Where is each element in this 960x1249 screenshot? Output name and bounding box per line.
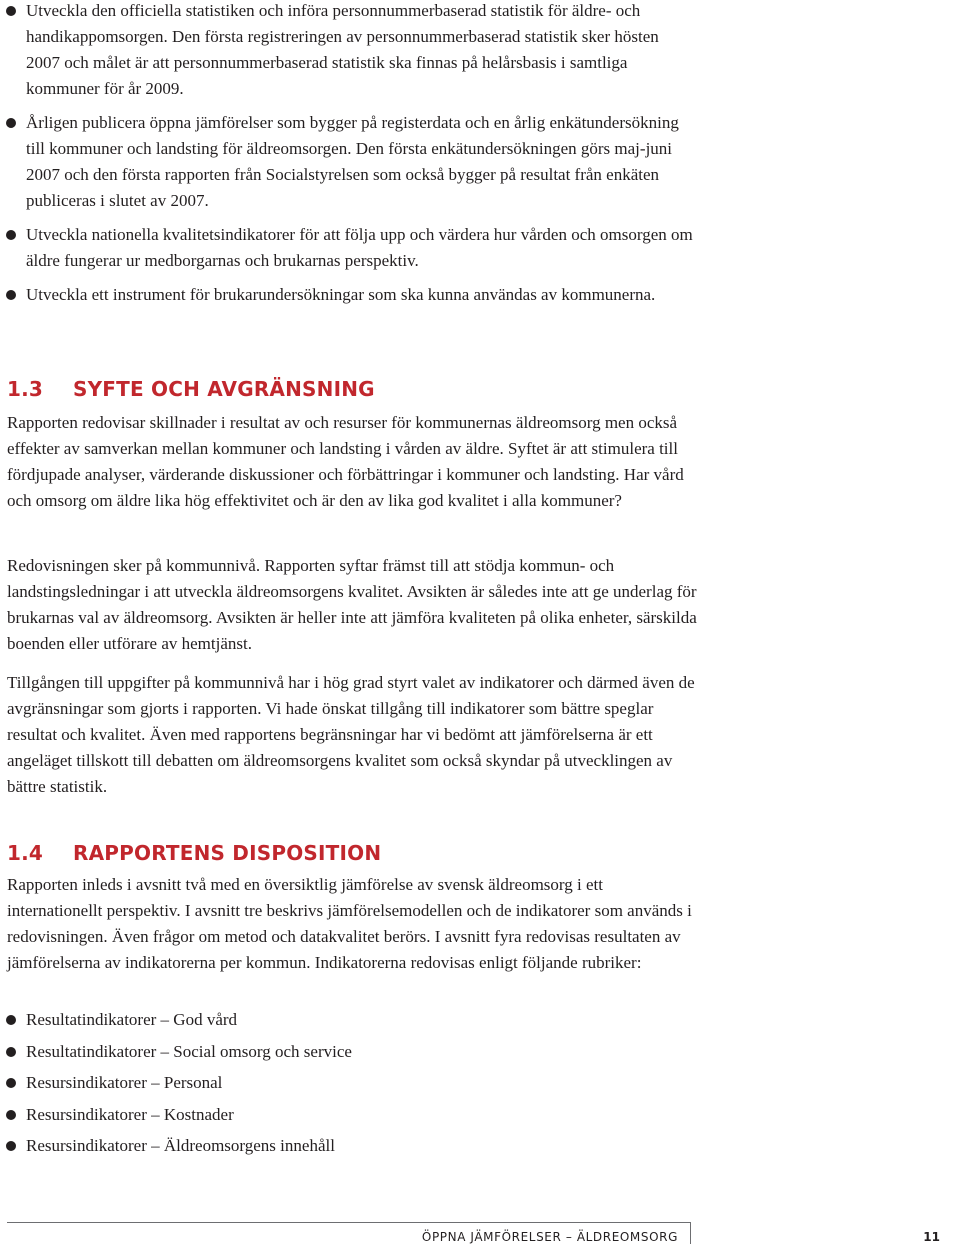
section-title: RAPPORTENS DISPOSITION	[73, 841, 382, 865]
list-item: Resultatindikatorer – Social omsorg och service	[6, 1039, 696, 1065]
footer-title: ÖPPNA JÄMFÖRELSER – ÄLDREOMSORG	[421, 1230, 678, 1244]
section-number: 1.4	[7, 841, 44, 865]
paragraph: Rapporten redovisar skillnader i resultat av och resurser för kommunernas äldreomsorg men också effekter av samverkan mellan kommuner och landsting i vården av äldre. Syftet är att stimulera till fördjupade analyser, värderande diskussioner och förbättringar i kommuner och landsting. Har vård och omsorg om äldre lika hög effektivitet och är den av lika god kvalitet i alla kommuner?	[7, 413, 684, 510]
paragraph: Tillgången till uppgifter på kommunnivå har i hög grad styrt valet av indikatorer och därmed även de avgränsningar som gjorts i rapporten. Vi hade önskat tillgång till indikatorer som bättre speglar resultat och kvalitet. Även med rapportens begränsningar har vi bedömt att jämförelserna är ett angeläget tillskott till debatten om äldreomsorgens kvalitet som också skyndar på utvecklingen av bättre statistik.	[7, 673, 695, 796]
list-item: Resursindikatorer – Kostnader	[6, 1102, 696, 1128]
section-title: SYFTE OCH AVGRÄNSNING	[73, 377, 375, 401]
rubric-list	[6, 1007, 696, 1165]
section-number: 1.3	[7, 377, 44, 401]
footer-divider	[690, 1222, 691, 1244]
intro-bullet-list	[6, 0, 696, 316]
list-item: Utveckla ett instrument för brukarundersökningar som ska kunna användas av kommunerna.	[6, 282, 696, 308]
section-heading-1-3	[7, 377, 375, 401]
page-number: 11	[923, 1230, 940, 1244]
section-heading-1-4	[7, 841, 381, 865]
list-item: Årligen publicera öppna jämförelser som bygger på registerdata och en årlig enkätundersökning till kommuner och landsting för äldreomsorgen. Den första enkätundersökningen görs maj-juni 2007 och den första rapporten från Socialstyrelsen som också bygger på resultat från enkäten publiceras i slutet av 2007.	[6, 110, 696, 214]
list-item: Resultatindikatorer – God vård	[6, 1007, 696, 1033]
list-item: Resursindikatorer – Äldreomsorgens innehåll	[6, 1133, 696, 1159]
paragraph: Redovisningen sker på kommunnivå. Rapporten syftar främst till att stödja kommun- och landstingsledningar i att utveckla äldreomsorgens kvalitet. Avsikten är således inte att ge underlag för brukarnas val av äldreomsorg. Avsikten är heller inte att jämföra kvaliteten på olika enheter, särskilda boenden eller utförare av hemtjänst.	[7, 556, 697, 653]
paragraph: Rapporten inleds i avsnitt två med en översiktlig jämförelse av svensk äldreomsorg i ett internationellt perspektiv. I avsnitt tre beskrivs jämförelsemodellen och de indikatorer som används i redovisningen. Även frågor om metod och datakvalitet berörs. I avsnitt fyra redovisas resultaten av jämförelserna av indikatorerna per kommun. Indikatorerna redovisas enligt följande rubriker:	[7, 875, 692, 972]
footer-rule	[7, 1222, 690, 1223]
list-item: Resursindikatorer – Personal	[6, 1070, 696, 1096]
list-item: Utveckla nationella kvalitetsindikatorer för att följa upp och värdera hur vården och omsorgen om äldre fungerar ur medborgarnas och brukarnas perspektiv.	[6, 222, 696, 274]
list-item: Utveckla den officiella statistiken och införa personnummerbaserad statistik för äldre- och handikappomsorgen. Den första registreringen av personnummerbaserad statistik sker hösten 2007 och målet är att personnummerbaserad statistik ska finnas på helårsbasis i samtliga kommuner för år 2009.	[6, 0, 696, 102]
